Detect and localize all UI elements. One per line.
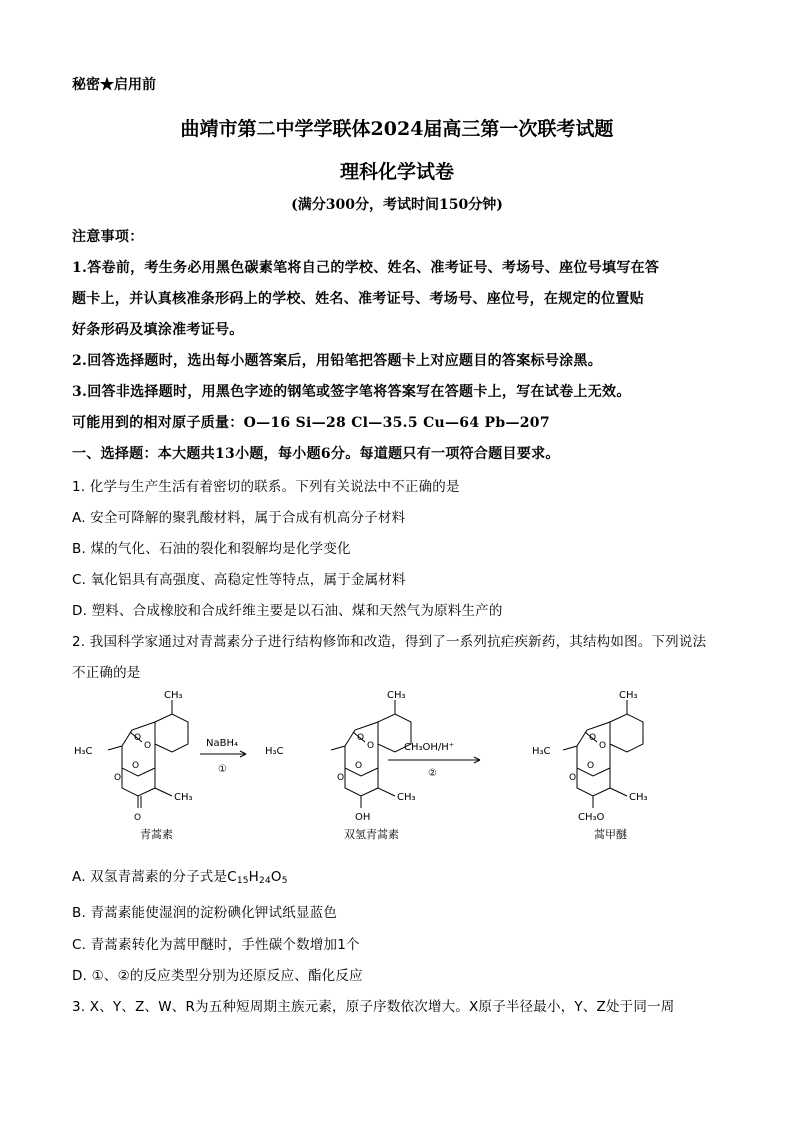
- c3-o-3: O: [587, 761, 595, 771]
- c2-ch3-top: CH₃: [387, 690, 406, 701]
- compound-3-name: 蒿甲醚: [594, 828, 627, 841]
- c2-oh: OH: [355, 812, 371, 823]
- c1-o-3: O: [132, 761, 140, 771]
- c3-ch3o: CH₃O: [578, 812, 605, 823]
- c2-o-2: O: [367, 741, 375, 751]
- q2-option-b: B. 青蒿素能使湿润的淀粉碘化钾试纸显蓝色: [72, 905, 338, 921]
- notice-item-1-line-1: 1.答卷前，考生务必用黑色碳素笔将自己的学校、姓名、准考证号、考场号、座位号填写在答: [72, 260, 660, 276]
- exam-subtitle: 理科化学试卷: [339, 161, 454, 183]
- c2-ch3-bottom: CH₃: [397, 792, 416, 803]
- c3-o-2: O: [599, 741, 607, 751]
- reagent-2: CH₃OH/H⁺: [404, 742, 455, 753]
- compound-2-name: 双氢青蒿素: [344, 828, 399, 841]
- c3-ch3-bottom: CH₃: [629, 792, 648, 803]
- step-1: ①: [218, 764, 227, 775]
- c2-h3c: H₃C: [265, 746, 284, 757]
- q2-option-a-h: H: [248, 869, 260, 885]
- c3-h3c: H₃C: [532, 746, 551, 757]
- reagent-1: NaBH₄: [206, 738, 238, 749]
- c2-o-3: O: [355, 761, 363, 771]
- q1-stem: 1. 化学与生产生活有着密切的联系。下列有关说法中不正确的是: [72, 479, 460, 495]
- q2-option-a-sub-o: 5: [281, 876, 288, 886]
- q2-option-d: D. ①、②的反应类型分别为还原反应、酯化反应: [72, 968, 363, 984]
- q1-option-c: C. 氧化铝具有高强度、高稳定性等特点，属于金属材料: [72, 572, 406, 588]
- c1-h3c: H₃C: [74, 746, 93, 757]
- q1-option-d: D. 塑料、合成橡胶和合成纤维主要是以石油、煤和天然气为原料生产的: [72, 603, 503, 619]
- q2-option-a-text: A. 双氢青蒿素的分子式是C: [72, 869, 237, 885]
- reaction-scheme: [60, 690, 740, 850]
- q2-option-a-sub-c: 15: [236, 876, 249, 886]
- q2-option-a: [72, 865, 288, 886]
- c3-o-4: O: [569, 773, 577, 783]
- c3-ch3-top: CH₃: [619, 690, 638, 701]
- q2-option-c: C. 青蒿素转化为蒿甲醚时，手性碳个数增加1个: [72, 937, 360, 953]
- q2-option-a-o: O: [270, 869, 282, 885]
- notice-item-1-line-2: 题卡上，并认真核准条形码上的学校、姓名、准考证号、考场号、座位号，在规定的位置贴: [72, 291, 644, 307]
- c1-ch3-bottom: CH₃: [174, 792, 193, 803]
- c2-o-4: O: [337, 773, 345, 783]
- atomic-masses: 可能用到的相对原子质量：O—16 Si—28 Cl—35.5 Cu—64 Pb—207: [72, 415, 550, 431]
- compound-1-name: 青蒿素: [140, 828, 173, 841]
- c2-o-1: O: [357, 733, 365, 743]
- q2-stem-line-2: 不正确的是: [72, 665, 141, 681]
- notice-item-2: 2.回答选择题时，选出每小题答案后，用铅笔把答题卡上对应题目的答案标号涂黑。: [72, 353, 603, 369]
- c1-o-2: O: [144, 741, 152, 751]
- q3-stem-line-1: 3. X、Y、Z、W、R为五种短周期主族元素，原子序数依次增大。X原子半径最小，Y、Z处于同一周: [72, 999, 675, 1015]
- notice-item-3: 3.回答非选择题时，用黑色字迹的钢笔或签字笔将答案写在答题卡上，写在试卷上无效。: [72, 384, 631, 400]
- q2-stem-line-1: 2. 我国科学家通过对青蒿素分子进行结构修饰和改造，得到了一系列抗疟疾新药，其结构如图。下列说法: [72, 634, 707, 650]
- notice-item-1-line-3: 好条形码及填涂准考证号。: [72, 322, 244, 338]
- q1-option-a: A. 安全可降解的聚乳酸材料，属于合成有机高分子材料: [72, 510, 406, 526]
- secret-label: 秘密★启用前: [72, 77, 156, 93]
- q2-option-a-sub-h: 24: [259, 876, 271, 886]
- step-2: ②: [428, 768, 437, 779]
- c3-o-1: O: [589, 733, 597, 743]
- c1-o-4: O: [114, 773, 122, 783]
- c1-o-1: O: [134, 733, 142, 743]
- exam-title: 曲靖市第二中学学联体2024届高三第一次联考试题: [180, 118, 614, 140]
- notice-heading: 注意事项：: [72, 229, 144, 245]
- c1-o-carbonyl: O: [134, 813, 142, 823]
- q1-option-b: B. 煤的气化、石油的裂化和裂解均是化学变化: [72, 541, 351, 557]
- exam-info: (满分300分，考试时间150分钟): [291, 197, 503, 213]
- c1-ch3-top: CH₃: [164, 690, 183, 701]
- section-1-heading: 一、选择题：本大题共13小题，每小题6分。每道题只有一项符合题目要求。: [72, 446, 560, 462]
